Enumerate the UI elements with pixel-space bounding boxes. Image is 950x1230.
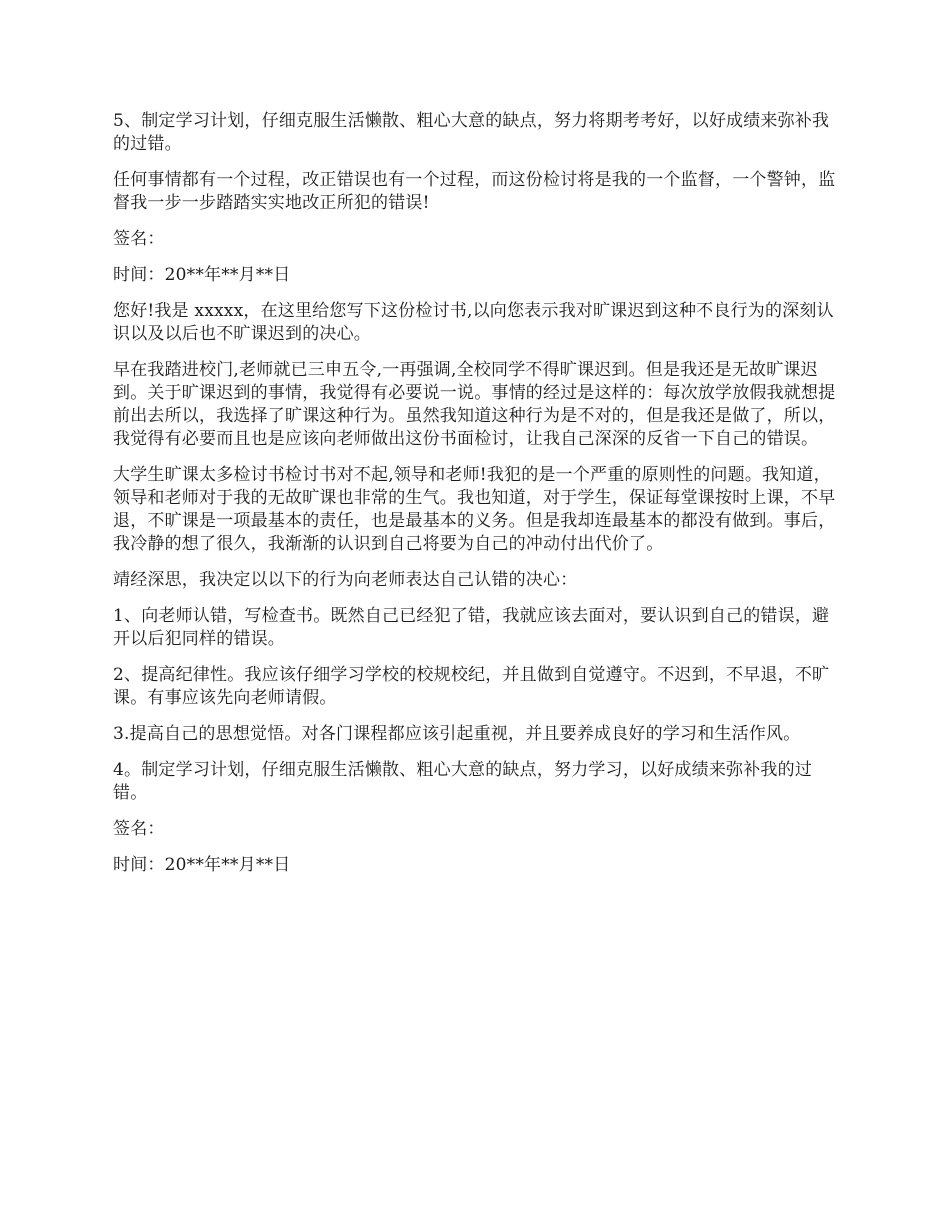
paragraph-apology: 大学生旷课太多检讨书检讨书对不起,领导和老师!我犯的是一个严重的原则性的问题。我知道，领导和老师对于我的无故旷课也非常的生气。我也知道，对于学生，保证每堂课按时上课，不早退，不旷课是一项最基本的责任，也是最基本的义务。但是我却连最基本的都没有做到。事后，我冷静的想了很久，我渐渐的认识到自己将要为自己的冲动付出代价了。 [113,465,836,554]
signature-line-2: 签名： [113,819,165,839]
resolution-item-4: 4。制定学习计划，仔细克服生活懒散、粗心大意的缺点，努力学习，以好成绩来弥补我的过错。 [113,760,813,803]
signature-line: 签名： [113,229,165,249]
resolution-item-3: 3.提高自己的思想觉悟。对各门课程都应该引起重视，并且要养成良好的学习和生活作风。 [113,724,801,744]
document-body [113,110,838,890]
paragraph-plan-item-5: 5、制定学习计划，仔细克服生活懒散、粗心大意的缺点，努力将期考考好，以好成绩来弥补我的过错。 [113,111,830,154]
paragraph-process-reflection: 任何事情都有一个过程，改正错误也有一个过程，而这份检讨将是我的一个监督，一个警钟，监督我一步一步踏踏实实地改正所犯的错误! [113,170,836,213]
paragraph-greeting: 您好!我是 xxxxx，在这里给您写下这份检讨书,以向您表示我对旷课迟到这种不良行为的深刻认识以及以后也不旷课迟到的决心。 [113,301,834,344]
resolution-item-1: 1、向老师认错，写检查书。既然自己已经犯了错，我就应该去面对，要认识到自己的错误，避开以后犯同样的错误。 [113,606,830,649]
paragraph-resolution-intro: 靖经深思，我决定以以下的行为向老师表达自己认错的决心： [113,570,578,590]
resolution-item-2: 2、提高纪律性。我应该仔细学习学校的校规校纪，并且做到自觉遵守。不迟到，不早退，不旷课。有事应该先向老师请假。 [113,665,830,708]
paragraph-background: 早在我踏进校门,老师就已三申五令,一再强调,全校同学不得旷课迟到。但是我还是无故旷课迟到。关于旷课迟到的事情，我觉得有必要说一说。事情的经过是这样的：每次放学放假我就想提前出去所以，我选择了旷课这种行为。虽然我知道这种行为是不对的，但是我还是做了，所以，我觉得有必要而且也是应该向老师做出这份书面检讨，让我自己深深的反省一下自己的错误。 [113,360,836,449]
date-line-2: 时间：20**年**月**日 [113,855,291,875]
date-line: 时间：20**年**月**日 [113,265,291,285]
